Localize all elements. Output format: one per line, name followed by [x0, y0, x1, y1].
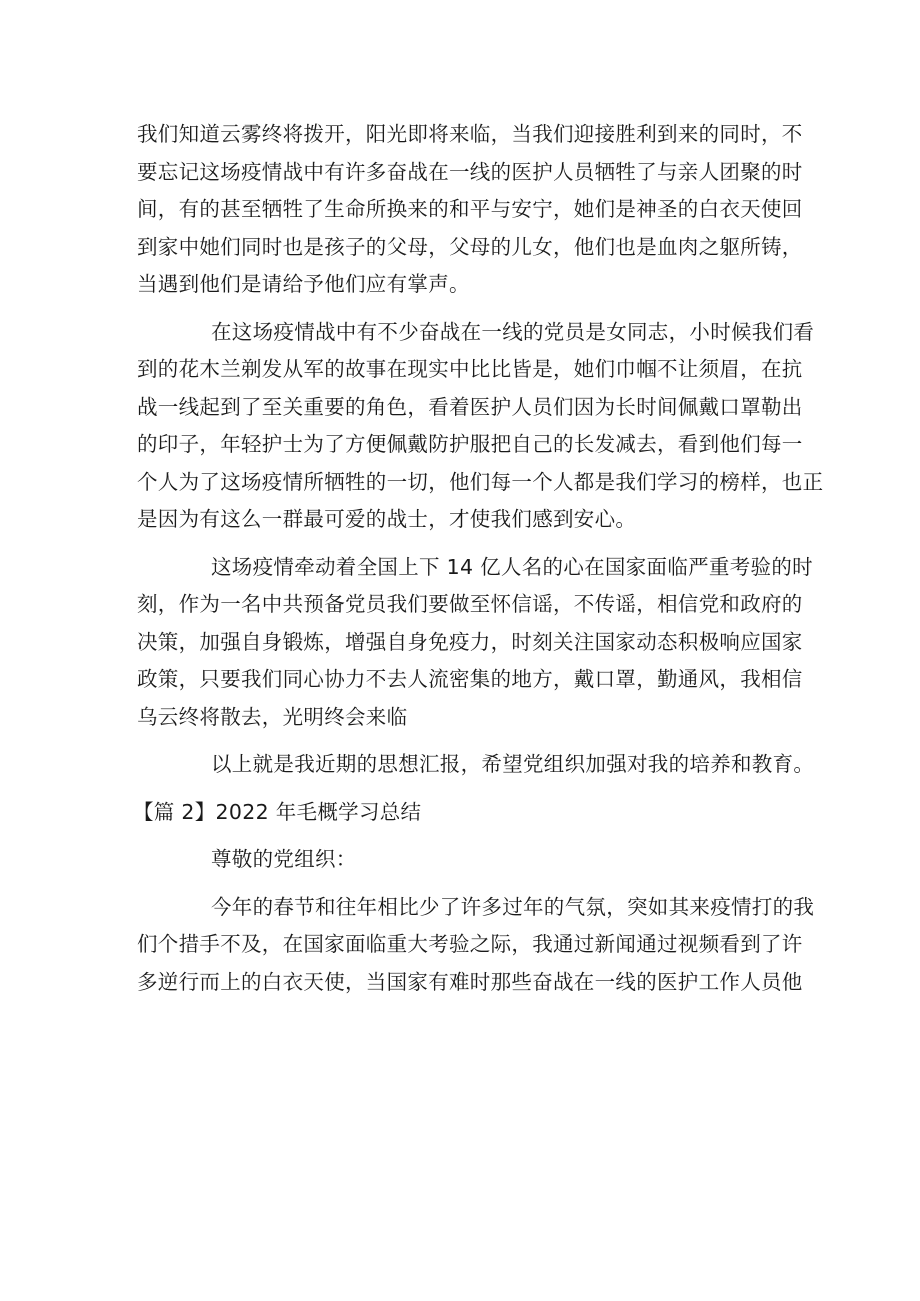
paragraph-4	[137, 746, 815, 784]
text-line: 到家中她们同时也是孩子的父母，父母的儿女，他们也是血肉之躯所铸，	[137, 234, 803, 259]
text-line: 们个措手不及，在国家面临重大考验之际，我通过新闻通过视频看到了许	[137, 932, 803, 956]
text-line: 刻，作为一名中共预备党员我们要做至怀信谣，不传谣，相信党和政府的	[137, 592, 803, 616]
paragraph-5	[137, 889, 815, 1002]
greeting: 尊敬的党组织：	[211, 847, 357, 871]
text-line: 个人为了这场疫情所牺牲的一切，他们每一个人都是我们学习的榜样，也正	[137, 469, 824, 494]
text-line: 决策，加强自身锻炼，增强自身免疫力，时刻关注国家动态积极响应国家	[137, 629, 803, 654]
text-line: 间，有的甚至牺牲了生命所换来的和平与安宁，她们是神圣的白衣天使回	[137, 197, 803, 221]
text-line: 政策，只要我们同心协力不去人流密集的地方，戴口罩，勤通风，我相信	[137, 667, 803, 691]
text-line: 乌云终将散去，光明终会来临	[137, 704, 408, 729]
text-line: 今年的春节和往年相比少了许多过年的气氛，突如其来疫情打的我	[211, 894, 815, 919]
text-line: 的印子，年轻护士为了方便佩戴防护服把自己的长发减去，看到他们每一	[137, 432, 803, 456]
section-heading-block	[133, 794, 789, 832]
paragraph-1	[137, 116, 803, 304]
paragraph-3	[137, 549, 813, 737]
text-line: 当遇到他们是请给予他们应有掌声。	[137, 272, 470, 296]
text-line: 是因为有这么一群最可爱的战士，才使我们感到安心。	[137, 507, 637, 531]
text-line: 要忘记这场疫情战中有许多奋战在一线的医护人员牺牲了与亲人团聚的时	[137, 159, 803, 184]
paragraph-2	[137, 314, 824, 539]
document-body	[133, 116, 824, 1001]
text-line: 战一线起到了至关重要的角色，看着医护人员们因为长时间佩戴口罩勒出	[137, 394, 803, 419]
text-line: 多逆行而上的白衣天使，当国家有难时那些奋战在一线的医护工作人员他	[137, 969, 803, 994]
text-line: 到的花木兰剃发从军的故事在现实中比比皆是，她们巾帼不让须眉，在抗	[137, 357, 803, 381]
section-heading: 【篇 2】2022 年毛概学习总结	[133, 799, 422, 824]
greeting-block	[137, 841, 789, 879]
text-line: 以上就是我近期的思想汇报，希望党组织加强对我的培养和教育。	[211, 752, 815, 776]
text-line: 我们知道云雾终将拨开，阳光即将来临，当我们迎接胜利到来的同时，不	[137, 122, 803, 146]
text-line: 这场疫情牵动着全国上下 14 亿人名的心在国家面临严重考验的时	[211, 554, 813, 579]
text-line: 在这场疫情战中有不少奋战在一线的党员是女同志，小时候我们看	[211, 319, 815, 344]
